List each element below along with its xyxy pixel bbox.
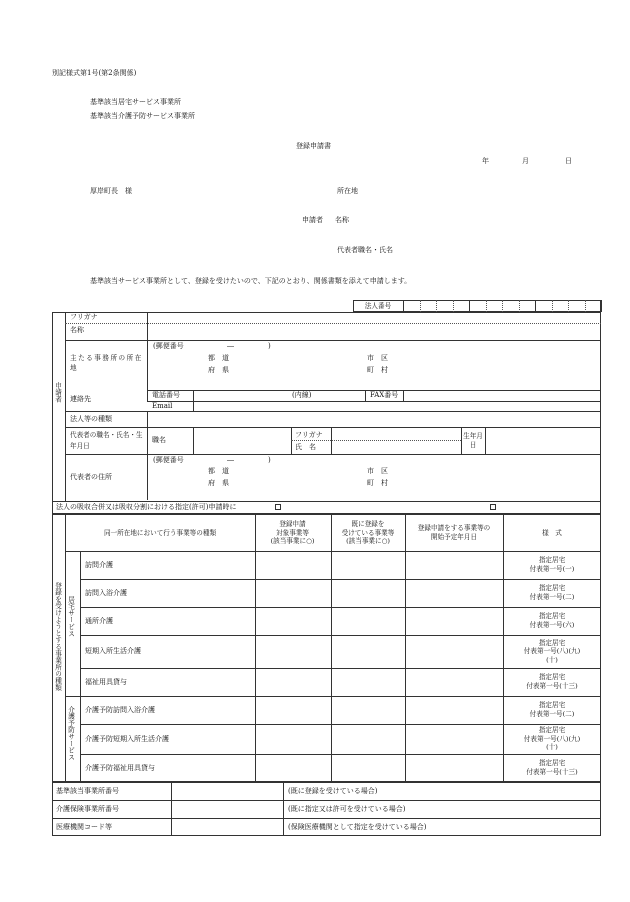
service-existing-cell[interactable] [332, 755, 404, 781]
header-start-date: 登録申請をする事業等の 開始予定年月日 [417, 524, 491, 541]
rep-name-input[interactable] [332, 441, 460, 453]
bottom-row-input[interactable] [172, 783, 282, 799]
office-type-2: 基準該当介護予防サービス事業所 [90, 112, 195, 120]
main-office-label: 主たる事務所の所在地 [70, 354, 143, 372]
rep-todofuken-2: 府 県 [208, 479, 229, 487]
representative-label: 代表者職名・氏名 [337, 246, 393, 254]
corp-type-label: 法人等の種類 [70, 415, 112, 423]
shiku-label-1: 市 区 [367, 354, 388, 362]
service-start-cell[interactable] [406, 669, 502, 695]
service-name: 介護予防福祉用具貸与 [85, 763, 155, 772]
service-target-cell[interactable] [256, 725, 330, 753]
form-id: 別記様式第1号(第2条関係) [52, 69, 137, 77]
email-label: Email [152, 402, 173, 410]
service-existing-cell[interactable] [332, 580, 404, 606]
service-name: 介護予防短期入所生活介護 [85, 734, 169, 743]
furigana-label: フリガナ [70, 313, 98, 321]
service-name: 通所介護 [85, 616, 113, 625]
header-target: 登録申請 対象事業等 (該当事業に○) [270, 519, 315, 546]
bottom-row-label: 医療機関コード等 [56, 823, 112, 831]
rep-postal-label: (郵便番号 [153, 456, 184, 464]
office-type-1: 基準該当居宅サービス事業所 [90, 98, 181, 106]
service-name: 介護予防訪問入浴介護 [85, 705, 155, 714]
service-target-cell[interactable] [256, 580, 330, 606]
service-start-cell[interactable] [406, 636, 502, 667]
service-start-cell[interactable] [406, 580, 502, 606]
service-target-cell[interactable] [256, 552, 330, 578]
extension-label: (内線) [292, 391, 312, 399]
service-name: 短期入所生活介護 [85, 647, 141, 655]
service-start-cell[interactable] [406, 608, 502, 634]
merger-label: 法人の吸収合併又は吸収分割における指定(許可)申請時に [56, 503, 237, 511]
rep-postal-close: ) [268, 456, 271, 464]
service-existing-cell[interactable] [332, 669, 404, 695]
postal-label: (郵便番号 [153, 342, 184, 350]
bottom-row-label: 基準該当事業所番号 [56, 787, 119, 795]
main-office-input[interactable] [148, 341, 600, 389]
bottom-row-note: (既に指定又は許可を受けている場合) [288, 805, 406, 813]
corp-number-label: 法人番号 [364, 301, 392, 310]
applicant-label: 申請者 [302, 216, 323, 224]
birth-label: 生年月日 [463, 432, 483, 449]
todofuken-label-1: 都 道 [208, 354, 229, 362]
bottom-row-label: 介護保険事業所番号 [56, 805, 119, 813]
contact-label: 連絡先 [70, 395, 91, 403]
job-title-label: 職名 [152, 436, 166, 444]
service-form: 指定居宅 付表第一号(十三) [526, 673, 578, 690]
header-service: 同一所在地において行う事業等の種類 [103, 528, 217, 537]
bottom-row-input[interactable] [172, 819, 282, 835]
date-year: 年 [482, 157, 489, 165]
bottom-row-note: (保険医療機関として指定を受けている場合) [288, 823, 427, 831]
service-existing-cell[interactable] [332, 608, 404, 634]
intro-text: 基準該当サービス事業所として、登録を受けたいので、下記のとおり、関係書類を添えて申請します。 [90, 277, 412, 285]
todofuken-label-2: 府 県 [208, 366, 229, 374]
service-form: 指定居宅 付表第一号(八)(九) (十) [523, 726, 581, 752]
service-form: 指定居宅 付表第一号(六) [529, 612, 575, 629]
rep-address-label: 代表者の住所 [70, 473, 112, 481]
section-applicant-label: 申請者 [53, 382, 62, 403]
service-form: 指定居宅 付表第一号(十三) [526, 759, 578, 776]
service-existing-cell[interactable] [332, 725, 404, 753]
postal-close: ) [268, 342, 271, 350]
bottom-row-input[interactable] [172, 801, 282, 817]
service-name: 訪問介護 [85, 560, 113, 569]
service-name: 訪問入浴介護 [85, 588, 127, 597]
service-existing-cell[interactable] [332, 552, 404, 578]
name-label: 名称 [70, 326, 84, 334]
service-start-cell[interactable] [406, 697, 502, 723]
service-form: 指定居宅 付表第一号(一) [529, 556, 575, 573]
service-start-cell[interactable] [406, 755, 502, 781]
rep-postal-dash: ― [227, 456, 234, 464]
group-prevention-label: 介護予防サービス [66, 706, 75, 761]
phone-label: 電話番号 [152, 391, 180, 399]
header-form: 様 式 [542, 528, 562, 537]
header-existing: 既に登録を 受けている事業等 (該当事業に○) [341, 519, 395, 546]
representative-title-label: 代表者の職名・氏名・生年月日 [70, 431, 143, 450]
rep-todofuken-1: 都 道 [208, 467, 229, 475]
applicant-name-label: 名称 [335, 216, 349, 224]
service-target-cell[interactable] [256, 755, 330, 781]
service-target-cell[interactable] [256, 697, 330, 723]
fax-label: FAX番号 [370, 391, 399, 399]
services-side-label: 登録を受けようとする事業所の種類 [53, 582, 62, 691]
bottom-row-note: (既に登録を受けている場合) [288, 787, 378, 795]
merger-checkbox-icon[interactable] [275, 504, 281, 510]
service-start-cell[interactable] [406, 552, 502, 578]
service-form: 指定居宅 付表第一号(二) [529, 584, 575, 601]
rep-name-label: 氏 名 [295, 443, 316, 451]
service-existing-cell[interactable] [332, 636, 404, 667]
rep-furigana-label: フリガナ [295, 431, 323, 439]
addressee: 厚岸町長 様 [90, 187, 132, 195]
page-title: 登録申請書 [296, 142, 331, 150]
rep-shiku-1: 市 区 [367, 467, 388, 475]
service-existing-cell[interactable] [332, 697, 404, 723]
rep-shiku-2: 町 村 [367, 479, 388, 487]
service-target-cell[interactable] [256, 636, 330, 667]
service-target-cell[interactable] [256, 669, 330, 695]
service-name: 福祉用具貸与 [85, 677, 127, 686]
group-home-label: 居宅サービス [66, 596, 75, 637]
postal-dash: ― [227, 342, 234, 350]
shiku-label-2: 町 村 [367, 366, 388, 374]
address-label: 所在地 [337, 187, 358, 195]
service-target-cell[interactable] [256, 608, 330, 634]
date-day: 日 [565, 157, 572, 165]
name-input[interactable] [148, 324, 600, 339]
date-month: 月 [522, 157, 529, 165]
merger-checkbox-2-icon[interactable] [490, 504, 496, 510]
service-start-cell[interactable] [406, 725, 502, 753]
service-form: 指定居宅 付表第一号(二) [529, 701, 575, 718]
service-form: 指定居宅 付表第一号(八)(九) (十) [523, 638, 581, 664]
